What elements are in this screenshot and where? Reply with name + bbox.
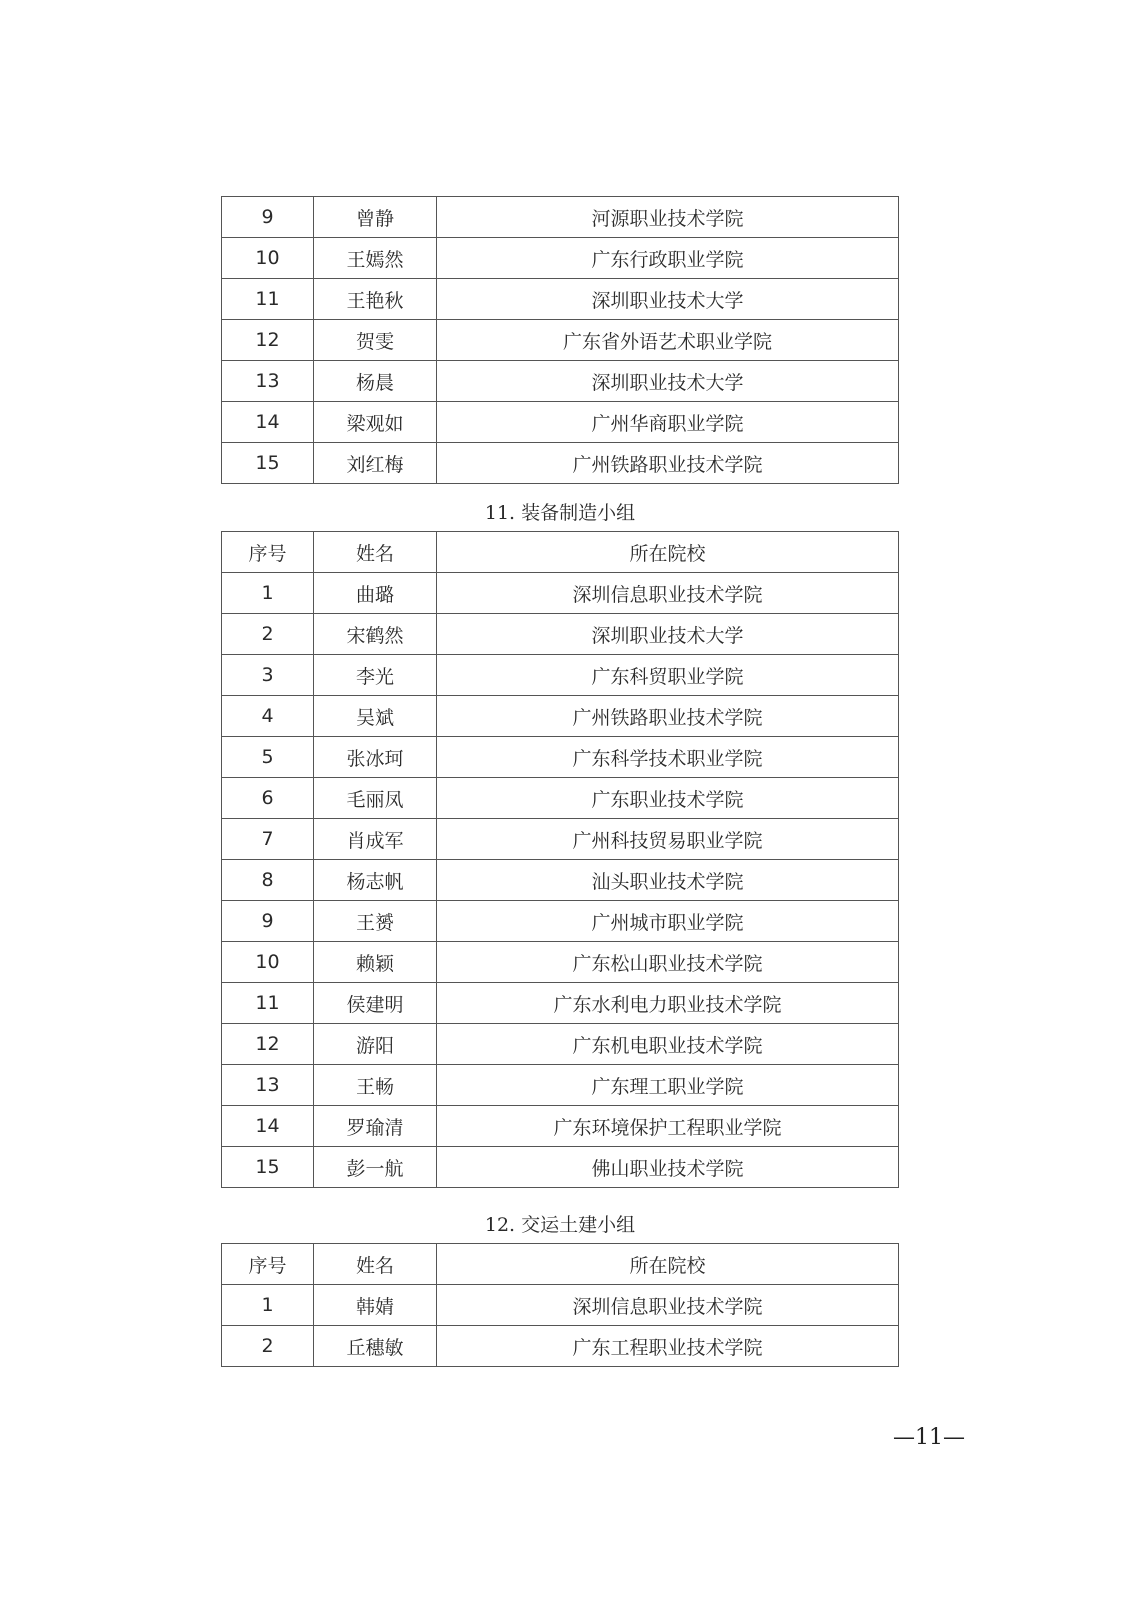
- index-cell: 13: [222, 1065, 314, 1106]
- index-cell: 4: [222, 696, 314, 737]
- table-row: [222, 1065, 899, 1106]
- index-cell: 1: [222, 1285, 314, 1326]
- table-row: [222, 320, 899, 361]
- continued-roster-table: [221, 196, 899, 484]
- index-cell: 6: [222, 778, 314, 819]
- name-cell: 彭一航: [314, 1147, 437, 1188]
- header-index: 序号: [222, 1244, 314, 1285]
- name-cell: 游阳: [314, 1024, 437, 1065]
- index-cell: 1: [222, 573, 314, 614]
- name-cell: 王艳秋: [314, 279, 437, 320]
- table-row: [222, 614, 899, 655]
- name-cell: 吴斌: [314, 696, 437, 737]
- school-cell: 广州铁路职业技术学院: [437, 443, 899, 484]
- name-cell: 罗瑜清: [314, 1106, 437, 1147]
- name-cell: 张冰珂: [314, 737, 437, 778]
- table-row: [222, 737, 899, 778]
- table-row: [222, 983, 899, 1024]
- name-cell: 肖成军: [314, 819, 437, 860]
- header-school: 所在院校: [437, 1244, 899, 1285]
- index-cell: 11: [222, 983, 314, 1024]
- school-cell: 广州华商职业学院: [437, 402, 899, 443]
- school-cell: 广东工程职业技术学院: [437, 1326, 899, 1367]
- name-cell: 杨志帆: [314, 860, 437, 901]
- section-11-roster-table: [221, 531, 899, 1188]
- name-cell: 侯建明: [314, 983, 437, 1024]
- school-cell: 广东行政职业学院: [437, 238, 899, 279]
- school-cell: 河源职业技术学院: [437, 197, 899, 238]
- index-cell: 10: [222, 942, 314, 983]
- table-row: [222, 238, 899, 279]
- name-cell: 杨晨: [314, 361, 437, 402]
- school-cell: 深圳信息职业技术学院: [437, 573, 899, 614]
- index-cell: 5: [222, 737, 314, 778]
- header-name: 姓名: [314, 1244, 437, 1285]
- index-cell: 3: [222, 655, 314, 696]
- name-cell: 王嫣然: [314, 238, 437, 279]
- table-row: [222, 443, 899, 484]
- name-cell: 曲璐: [314, 573, 437, 614]
- index-cell: 14: [222, 1106, 314, 1147]
- school-cell: 广东松山职业技术学院: [437, 942, 899, 983]
- school-cell: 广东机电职业技术学院: [437, 1024, 899, 1065]
- table-row: [222, 1106, 899, 1147]
- school-cell: 广东科学技术职业学院: [437, 737, 899, 778]
- school-cell: 广东环境保护工程职业学院: [437, 1106, 899, 1147]
- name-cell: 王畅: [314, 1065, 437, 1106]
- index-cell: 11: [222, 279, 314, 320]
- name-cell: 宋鹤然: [314, 614, 437, 655]
- school-cell: 广东科贸职业学院: [437, 655, 899, 696]
- school-cell: 广东职业技术学院: [437, 778, 899, 819]
- table-row: [222, 573, 899, 614]
- school-cell: 深圳职业技术大学: [437, 279, 899, 320]
- index-cell: 9: [222, 197, 314, 238]
- section-11-title: 11. 装备制造小组: [484, 502, 636, 524]
- name-cell: 王赟: [314, 901, 437, 942]
- table-row: [222, 1326, 899, 1367]
- table-row: [222, 778, 899, 819]
- index-cell: 8: [222, 860, 314, 901]
- name-cell: 梁观如: [314, 402, 437, 443]
- page-number: —11—: [893, 1425, 965, 1450]
- index-cell: 12: [222, 320, 314, 361]
- table-row: [222, 1147, 899, 1188]
- table-row: [222, 860, 899, 901]
- table-header-row: [222, 532, 899, 573]
- table-row: [222, 402, 899, 443]
- school-cell: 深圳职业技术大学: [437, 361, 899, 402]
- name-cell: 刘红梅: [314, 443, 437, 484]
- table-row: [222, 361, 899, 402]
- school-cell: 汕头职业技术学院: [437, 860, 899, 901]
- school-cell: 广东理工职业学院: [437, 1065, 899, 1106]
- section-12-title: 12. 交运土建小组: [484, 1214, 636, 1236]
- name-cell: 丘穗敏: [314, 1326, 437, 1367]
- table-row: [222, 1024, 899, 1065]
- table-row: [222, 901, 899, 942]
- school-cell: 佛山职业技术学院: [437, 1147, 899, 1188]
- name-cell: 赖颖: [314, 942, 437, 983]
- name-cell: 韩婧: [314, 1285, 437, 1326]
- school-cell: 广州科技贸易职业学院: [437, 819, 899, 860]
- school-cell: 广州铁路职业技术学院: [437, 696, 899, 737]
- header-name: 姓名: [314, 532, 437, 573]
- school-cell: 深圳信息职业技术学院: [437, 1285, 899, 1326]
- index-cell: 10: [222, 238, 314, 279]
- school-cell: 深圳职业技术大学: [437, 614, 899, 655]
- index-cell: 13: [222, 361, 314, 402]
- table-row: [222, 696, 899, 737]
- section-12-roster-table: [221, 1243, 899, 1367]
- header-school: 所在院校: [437, 532, 899, 573]
- school-cell: 广东水利电力职业技术学院: [437, 983, 899, 1024]
- table-row: [222, 942, 899, 983]
- table-row: [222, 279, 899, 320]
- index-cell: 2: [222, 1326, 314, 1367]
- index-cell: 15: [222, 1147, 314, 1188]
- index-cell: 9: [222, 901, 314, 942]
- index-cell: 12: [222, 1024, 314, 1065]
- school-cell: 广东省外语艺术职业学院: [437, 320, 899, 361]
- school-cell: 广州城市职业学院: [437, 901, 899, 942]
- name-cell: 李光: [314, 655, 437, 696]
- name-cell: 贺雯: [314, 320, 437, 361]
- name-cell: 曾静: [314, 197, 437, 238]
- table-header-row: [222, 1244, 899, 1285]
- header-index: 序号: [222, 532, 314, 573]
- name-cell: 毛丽凤: [314, 778, 437, 819]
- table-row: [222, 819, 899, 860]
- index-cell: 7: [222, 819, 314, 860]
- index-cell: 14: [222, 402, 314, 443]
- index-cell: 15: [222, 443, 314, 484]
- table-row: [222, 1285, 899, 1326]
- index-cell: 2: [222, 614, 314, 655]
- table-row: [222, 197, 899, 238]
- table-row: [222, 655, 899, 696]
